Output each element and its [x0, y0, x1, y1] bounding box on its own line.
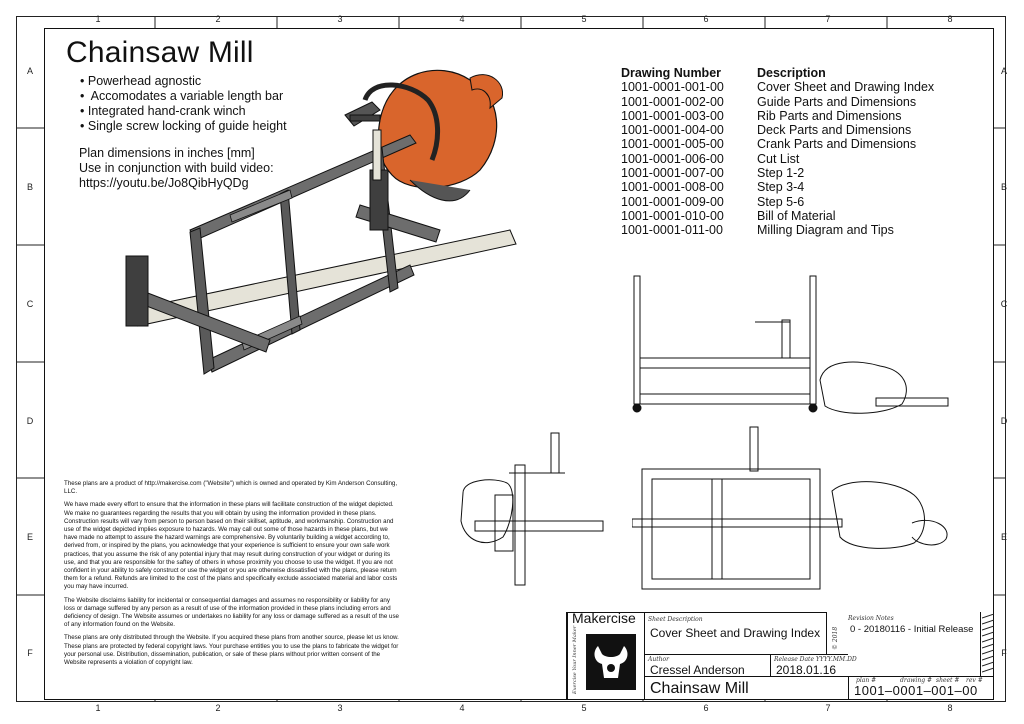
- zone-col-label: 4: [459, 703, 465, 713]
- front-view-saw-body: [832, 482, 925, 549]
- drawing-index: [621, 66, 934, 238]
- feature-item: • Single screw locking of guide height: [80, 119, 287, 134]
- hatch-pattern-icon: [982, 614, 994, 674]
- table-row: [621, 123, 934, 137]
- description-cell: Cover Sheet and Drawing Index: [757, 80, 935, 95]
- legal-paragraph: The Website disclaims liability for incidental or consequential damages and assumes no responsibility or liability for any loss or damage suffered by any person as a result of use of the information provided in these plans including errors and deficiency of design. The Website assumes or undertakes no liability for any loss or damage suffered as a result of the use of any information found on the Website.: [64, 596, 399, 629]
- full-drawing-number: 1001–0001–001–00: [854, 683, 978, 698]
- bar-clamp-tube-right: [356, 205, 440, 242]
- drawing-number-cell: 1001-0001-011-00: [621, 223, 723, 238]
- zone-col-label: 6: [703, 703, 709, 713]
- zone-col-label: 3: [337, 14, 343, 24]
- description-cell: Milling Diagram and Tips: [757, 223, 894, 238]
- author-name: Cressel Anderson: [650, 663, 745, 677]
- zone-col-label: 6: [703, 14, 709, 24]
- description-cell: Crank Parts and Dimensions: [757, 137, 917, 152]
- zone-col-label: 2: [215, 14, 221, 24]
- zone-row-label: F: [1001, 648, 1007, 658]
- author-label: Author: [648, 656, 669, 663]
- top-view-crank-post: [782, 320, 790, 358]
- sheet-description: Cover Sheet and Drawing Index: [650, 626, 821, 640]
- description-cell: Guide Parts and Dimensions: [757, 94, 917, 109]
- zone-row-label: D: [1000, 416, 1008, 426]
- saw-handle-grip: [345, 102, 380, 126]
- zone-row-label: E: [26, 532, 33, 542]
- description-cell: Cut List: [757, 151, 800, 166]
- zone-row-label: A: [1000, 66, 1007, 76]
- table-row: [621, 180, 934, 194]
- feature-item: • Powerhead agnostic: [80, 74, 287, 89]
- revision-note: 0 - 20180116 - Initial Release: [850, 624, 974, 635]
- drawing-number-cell: 1001-0001-006-00: [621, 151, 724, 166]
- drawing-number-cell: 1001-0001-009-00: [621, 194, 724, 209]
- zone-row-label: A: [26, 66, 33, 76]
- video-link[interactable]: https://youtu.be/Jo8QibHyQDg: [79, 176, 249, 190]
- table-row: [621, 166, 934, 180]
- top-view-saw-bar: [876, 398, 948, 406]
- zone-col-label: 1: [95, 703, 101, 713]
- feature-item: • Integrated hand-crank winch: [80, 104, 287, 119]
- feature-item: • Accomodates a variable length bar: [80, 89, 287, 104]
- zone-col-label: 3: [337, 703, 343, 713]
- side-view-upright: [515, 465, 525, 585]
- release-date-label: Release Date YYYY.MM.DD: [774, 656, 857, 663]
- top-view: [620, 270, 950, 420]
- title-block: [566, 612, 994, 700]
- table-row: [621, 137, 934, 151]
- drawing-number-cell: 1001-0001-004-00: [621, 123, 724, 138]
- top-view-crossbar: [640, 358, 810, 368]
- revision-number-label: rev #: [966, 677, 983, 684]
- side-view-saw-body: [461, 480, 513, 543]
- side-view-crank-post: [551, 433, 559, 473]
- drawing-index-table: [621, 66, 934, 238]
- drawing-number-cell: 1001-0001-002-00: [621, 94, 724, 109]
- zone-row-label: C: [26, 299, 34, 309]
- description-cell: Step 1-2: [757, 166, 805, 181]
- crank-handle: [350, 115, 380, 121]
- zone-col-label: 5: [581, 14, 587, 24]
- table-row: [621, 80, 934, 94]
- zone-col-label: 1: [95, 14, 101, 24]
- zone-col-label: 2: [215, 703, 221, 713]
- table-row: [621, 95, 934, 109]
- zone-col-label: 5: [581, 703, 587, 713]
- zone-col-label: 8: [947, 703, 953, 713]
- zone-row-label: E: [1000, 532, 1007, 542]
- zone-row-label: D: [26, 416, 34, 426]
- top-view-foot-left: [633, 404, 641, 412]
- sheet-desc-label: Sheet Description: [648, 616, 703, 623]
- top-view-foot-right: [809, 404, 817, 412]
- zone-row-label: B: [26, 182, 33, 192]
- isometric-view: [110, 60, 530, 420]
- legal-paragraph: We have made every effort to ensure that the information in these plans will facilitate construction of the widget depicted. We make no guarantees regarding the results that you will obtain by using the information provided in these plans. Construction results will vary from person to person based on their skillset, aptitude, and workmanship. Construction and use of the widget depicted implies exposure to hazards. We may call out some of those hazards in these plans, but we have made no attempt to assure the hazard warnings are comprehensive. By voluntarily building a widget according to, derived from, or inspired by the plans, you acknowledge that your experience is sufficient to ensure your own safe work practices, that you assume the risk of any potential injury that may result during construction of your widget or during its use, and that you are responsible for the saftey of others in whose proximity you choose to use the widget. If you are not confident in your ability to safely construct or use the widget or you are otherwise dissatisfied with the plans, please return them for a refund. Refunds are limited to the cost of the plans and specifically exclude associated material and labor costs you may have incurred.: [64, 501, 398, 591]
- release-date: 2018.01.16: [776, 663, 837, 677]
- sheet-number-label: sheet #: [936, 677, 960, 684]
- description-cell: Rib Parts and Dimensions: [757, 108, 902, 123]
- index-header-description: Description: [757, 66, 826, 80]
- table-row: [621, 209, 934, 223]
- zone-col-label: 4: [459, 14, 465, 24]
- bar-clamp-block-left: [126, 256, 148, 326]
- table-row: [621, 223, 934, 237]
- plan-note-units: Plan dimensions in inches [mm]: [79, 146, 255, 160]
- table-row: [621, 109, 934, 123]
- drawing-number-label: drawing #: [900, 677, 932, 684]
- drawing-title: Chainsaw Mill: [66, 36, 254, 69]
- zone-col-label: 7: [825, 14, 831, 24]
- table-row: [621, 195, 934, 209]
- brand-name: Makercise: [572, 610, 636, 626]
- legal-notice: [64, 480, 402, 672]
- legal-paragraph: These plans are a product of http://makercise.com ("Website") which is owned and operated by Kim Anderson Consulting, LLC.: [64, 480, 398, 496]
- front-view-frame-inner: [652, 479, 810, 579]
- zone-row-label: F: [27, 648, 33, 658]
- drawing-number-cell: 1001-0001-005-00: [621, 137, 724, 152]
- drawing-number-cell: 1001-0001-010-00: [621, 208, 724, 223]
- drawing-name: Chainsaw Mill: [650, 680, 749, 697]
- description-cell: Step 3-4: [757, 180, 805, 195]
- revision-label: Revision Notes: [848, 615, 894, 622]
- copyright-notice: © 2018: [832, 626, 839, 650]
- zone-col-label: 8: [947, 14, 953, 24]
- makercise-logo-icon: [586, 634, 636, 690]
- drawing-number-cell: 1001-0001-008-00: [621, 180, 724, 195]
- top-view-base-rail: [640, 394, 810, 404]
- legal-paragraph: These plans are only distributed through the Website. If you acquired these plans from another source, please let us know. These plans are protected by federal copyright laws. Your purchase entitles you to use the plans to fabricate the widget for your personal use. Distribution, dissemination, publication, or sale of these plans without prior written consent of the Website represents a violation of copyright law.: [64, 634, 399, 667]
- drawing-number-cell: 1001-0001-001-00: [621, 80, 724, 95]
- brand-tagline: Exercise Your Inner Maker: [572, 625, 578, 694]
- crank-post: [373, 130, 381, 180]
- front-view-saw-handle: [912, 520, 947, 545]
- top-view-upright-left: [634, 276, 640, 404]
- plan-note-video: Use in conjunction with build video:: [79, 161, 274, 175]
- side-view: [455, 425, 610, 595]
- zone-col-label: 7: [825, 703, 831, 713]
- zone-row-label: C: [1000, 299, 1008, 309]
- plan-number-label: plan #: [856, 677, 877, 684]
- description-cell: Step 5-6: [757, 194, 805, 209]
- side-view-clamp: [495, 495, 513, 551]
- front-view-frame: [642, 469, 820, 589]
- table-row: [621, 152, 934, 166]
- description-cell: Deck Parts and Dimensions: [757, 123, 912, 138]
- side-view-bar: [475, 521, 603, 531]
- index-header-number: Drawing Number: [621, 66, 722, 80]
- drawing-number-cell: 1001-0001-003-00: [621, 108, 724, 123]
- drawing-number-cell: 1001-0001-007-00: [621, 166, 724, 181]
- top-view-upright-right: [810, 276, 816, 404]
- front-view-crank-post: [750, 427, 758, 471]
- front-view: [632, 425, 964, 595]
- frame-rib: [280, 190, 300, 334]
- zone-row-label: B: [1000, 182, 1007, 192]
- description-cell: Bill of Material: [757, 208, 836, 223]
